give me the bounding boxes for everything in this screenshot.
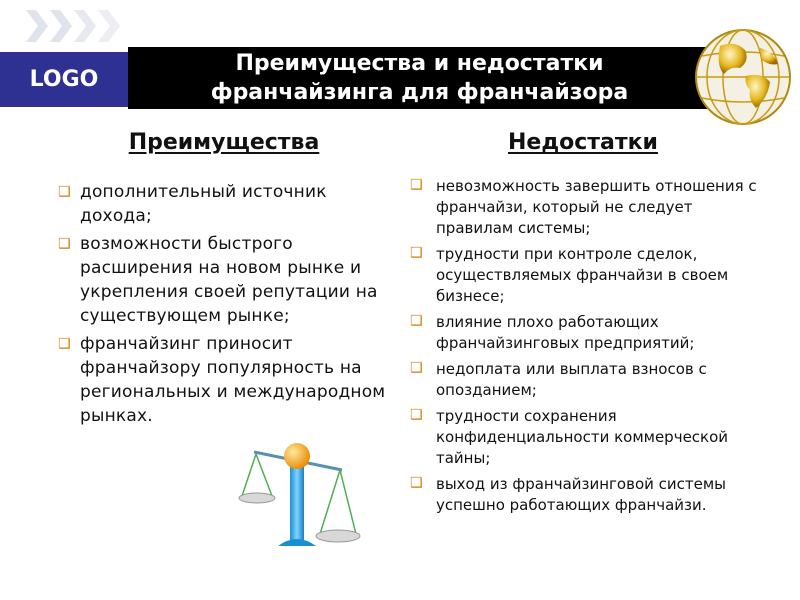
- checkbox-bullet-icon: ❑: [58, 184, 71, 200]
- list-item-text: дополнительный источник дохода;: [80, 182, 327, 226]
- list-item-text: невозможность завершить отношения с франчайзи, который не следует правилам системы;: [436, 177, 757, 237]
- checkbox-bullet-icon: ❑: [410, 313, 423, 329]
- checkbox-bullet-icon: ❑: [58, 336, 71, 352]
- checkbox-bullet-icon: ❑: [410, 407, 423, 423]
- checkbox-bullet-icon: ❑: [58, 236, 71, 252]
- list-item-text: влияние плохо работающих франчайзинговых предприятий;: [436, 313, 695, 352]
- title-line-1: Преимущества и недостатки: [235, 51, 604, 76]
- list-item: [58, 232, 398, 328]
- checkbox-bullet-icon: ❑: [410, 475, 423, 491]
- list-item-text: выход из франчайзинговой системы успешно работающих франчайзи.: [436, 475, 727, 514]
- checkbox-bullet-icon: ❑: [410, 245, 423, 261]
- list-item: [410, 244, 770, 307]
- disadvantages-heading: Недостатки: [508, 130, 658, 155]
- checkbox-bullet-icon: ❑: [410, 360, 423, 376]
- list-item-text: трудности при контроле сделок, осуществляемых франчайзи в своем бизнесе;: [436, 245, 729, 305]
- globe-icon: [690, 26, 796, 128]
- logo: LOGO: [0, 52, 128, 107]
- list-item: [410, 406, 770, 469]
- list-item: [410, 176, 770, 239]
- checkbox-bullet-icon: ❑: [410, 177, 423, 193]
- advantages-list: [58, 180, 398, 432]
- list-item: [58, 180, 398, 228]
- list-item: [410, 474, 770, 516]
- balance-scales-icon: [234, 434, 364, 554]
- list-item-text: недоплата или выплата взносов с опозданием;: [436, 360, 707, 399]
- advantages-heading: Преимущества: [128, 130, 320, 155]
- list-item: [58, 332, 398, 428]
- list-item-text: франчайзинг приносит франчайзору популярность на региональных и международном рынках.: [80, 334, 386, 426]
- disadvantages-list: [410, 176, 770, 521]
- chevron-arrows-icon: [26, 10, 134, 42]
- list-item: [410, 312, 770, 354]
- list-item-text: возможности быстрого расширения на новом рынке и укрепления своей репутации на существующем рынке;: [80, 234, 378, 326]
- page-title: [128, 47, 711, 109]
- list-item: [410, 359, 770, 401]
- list-item-text: трудности сохранения конфиденциальности коммерческой тайны;: [436, 407, 729, 467]
- title-line-2: франчайзинга для франчайзора: [210, 80, 629, 105]
